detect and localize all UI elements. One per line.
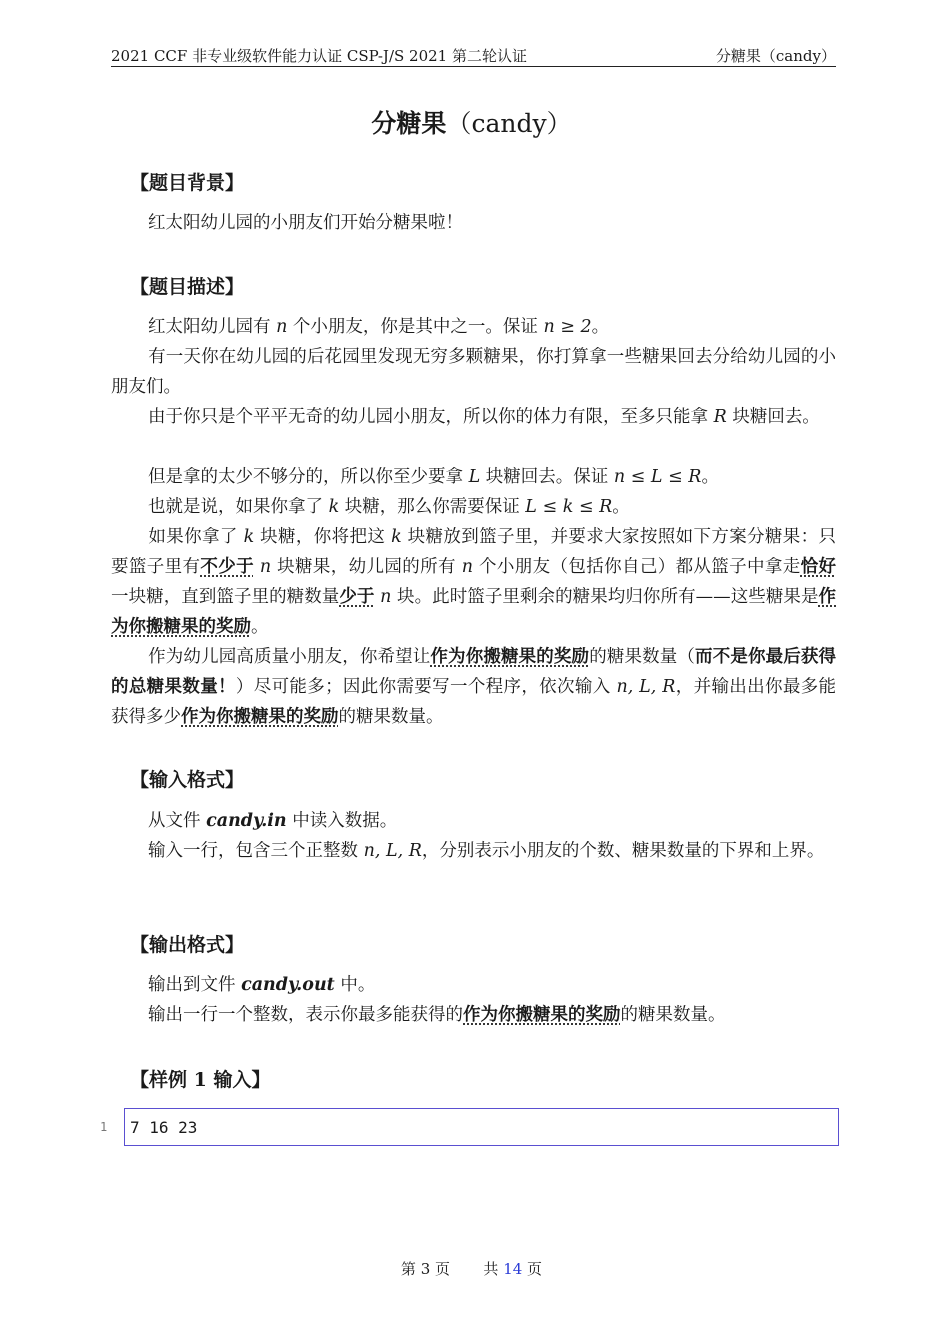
- section-background-heading: 【题目背景】: [130, 172, 245, 194]
- sample-line-number: 1: [100, 1120, 108, 1134]
- desc-paragraph-1: 红太阳幼儿园有 n 个小朋友，你是其中之一。保证 n ≥ 2。: [148, 317, 610, 337]
- desc-paragraph-7: 作为幼儿园高质量小朋友，你希望让作为你搬糖果的奖励的糖果数量（而不是你最后获得的总糖果数量！）尽可能多；因此你需要写一个程序，依次输入 n, L, R，并输出出你最多能获得多少作为你搬糖果的奖励的糖果数量。: [111, 647, 837, 727]
- output-paragraph-1: 输出到文件 candy.out 中。: [148, 975, 376, 995]
- footer-page: 第 3 页: [400, 1260, 451, 1278]
- desc-paragraph-6: 如果你拿了 k 块糖，你将把这 k 块糖放到篮子里，并要求大家按照如下方案分糖果：只要篮子里有不少于 n 块糖果，幼儿园的所有 n 个小朋友（包括你自己）都从篮子中拿走恰好一块糖，直到篮子里的糖数量少于 n 块。此时篮子里剩余的糖果均归你所有——这些糖果是作为你搬糖果的奖励。: [111, 527, 837, 637]
- section-sample1-heading: 【样例 1 输入】: [130, 1069, 271, 1091]
- section-output-heading: 【输出格式】: [130, 934, 245, 956]
- page-footer: 第 3 页 共 14 页: [400, 1260, 543, 1278]
- problem-title: 分糖果（candy）: [371, 109, 572, 138]
- section-description-heading: 【题目描述】: [130, 276, 245, 298]
- output-paragraph-2: 输出一行一个整数，表示你最多能获得的作为你搬糖果的奖励的糖果数量。: [148, 1005, 726, 1025]
- sample-input-content: 7 16 23: [130, 1117, 198, 1137]
- section-input-heading: 【输入格式】: [130, 769, 245, 791]
- desc-paragraph-5: 也就是说，如果你拿了 k 块糖，那么你需要保证 L ≤ k ≤ R。: [148, 497, 630, 517]
- background-text: 红太阳幼儿园的小朋友们开始分糖果啦！: [148, 213, 463, 233]
- input-paragraph-1: 从文件 candy.in 中读入数据。: [148, 811, 398, 831]
- page-header: [111, 44, 836, 67]
- header-right: 分糖果（candy）: [715, 46, 836, 65]
- desc-paragraph-3: 由于你只是个平平无奇的幼儿园小朋友，所以你的体力有限，至多只能拿 R 块糖回去。: [148, 407, 820, 427]
- desc-paragraph-2: 有一天你在幼儿园的后花园里发现无穷多颗糖果，你打算拿一些糖果回去分给幼儿园的小朋友们。: [111, 347, 836, 397]
- input-paragraph-2: 输入一行，包含三个正整数 n, L, R，分别表示小朋友的个数、糖果数量的下界和上界。: [148, 841, 825, 861]
- desc-paragraph-4: 但是拿的太少不够分的，所以你至少要拿 L 块糖回去。保证 n ≤ L ≤ R。: [148, 467, 719, 487]
- footer-total-pages-link[interactable]: 14: [503, 1260, 523, 1278]
- sample-input-box[interactable]: [124, 1108, 839, 1146]
- header-left: 2021 CCF 非专业级软件能力认证 CSP-J/S 2021 第二轮认证: [111, 46, 527, 65]
